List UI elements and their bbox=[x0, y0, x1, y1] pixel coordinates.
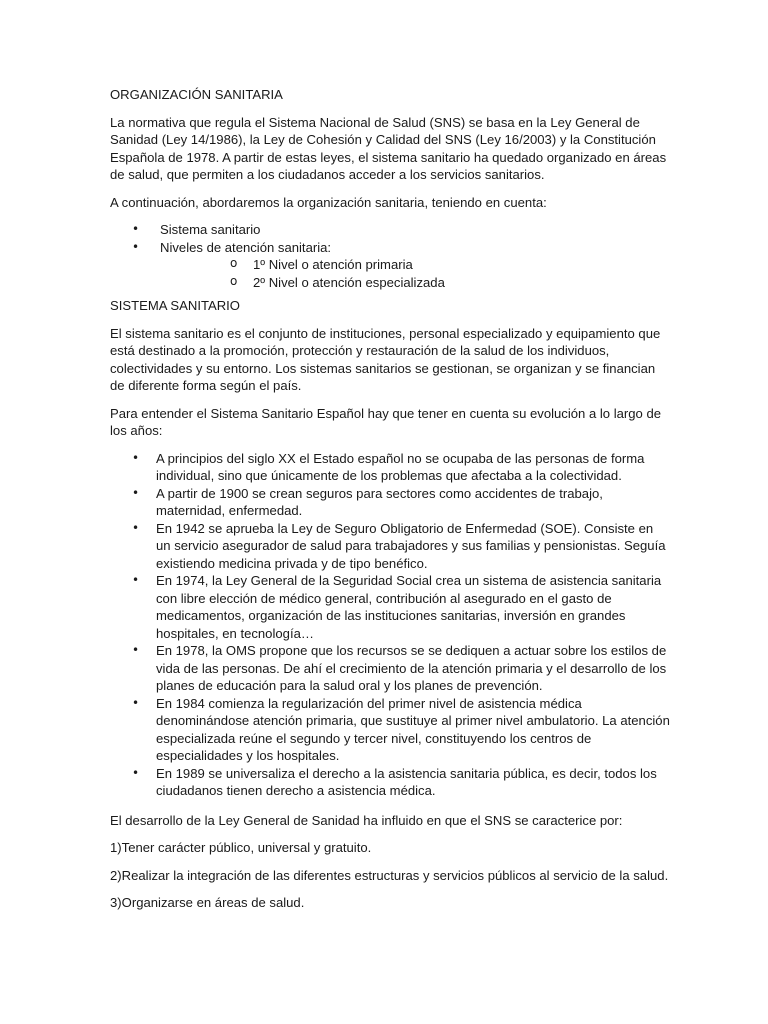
section-heading: SISTEMA SANITARIO bbox=[110, 298, 240, 313]
characteristic-item: 1)Tener carácter público, universal y gratuito. bbox=[110, 840, 372, 855]
lgs-intro-paragraph: El desarrollo de la Ley General de Sanidad ha influido en que el SNS se caracterice por: bbox=[110, 812, 623, 828]
characteristic-item: 3)Organizarse en áreas de salud. bbox=[110, 895, 305, 910]
list-item: • A partir de 1900 se crean seguros para sectores como accidentes de trabajo, maternidad, enfermedad. bbox=[110, 485, 670, 520]
intro-paragraph: La normativa que regula el Sistema Nacional de Salud (SNS) se basa en la Ley General de Sanidad (Ley 14/1986), la Ley de Cohesión y Calidad del SNS (Ley 16/2003) y la Constitución Española de 1978. A partir de estas leyes, el sistema sanitario ha quedado organizado en áreas de salud, que permiten a los ciudadanos acceder a los servicios sanitarios. bbox=[110, 114, 667, 182]
list-item: • En 1978, la OMS propone que los recursos se se dediquen a actuar sobre los estilos de vida de las personas. De ahí el crecimiento de la atención primaria y el desarrollo de los planes de educación para la salud oral y los planes de prevención. bbox=[110, 642, 670, 695]
list-item: • En 1984 comienza la regularización del primer nivel de asistencia médica denominándose atención primaria, que sustituye al primer nivel ambulatorio. La atención especializada reúne el segundo y tercer nivel, constituyendo los centros de especialidades y los hospitales. bbox=[110, 695, 670, 765]
topics-list bbox=[110, 221, 670, 291]
list-item: • En 1974, la Ley General de la Seguridad Social crea un sistema de asistencia sanitaria con libre elección de médico general, contribución al asegurado en el gasto de medicamentos, organización de las instituciones sanitarias, inversión en grandes hospitales, en tecnología… bbox=[110, 572, 670, 642]
list-item: • Sistema sanitario bbox=[110, 221, 670, 239]
evolution-intro-paragraph: Para entender el Sistema Sanitario Español hay que tener en cuenta su evolución a lo largo de los años: bbox=[110, 405, 662, 438]
history-list bbox=[110, 450, 670, 800]
list-item: • En 1942 se aprueba la Ley de Seguro Obligatorio de Enfermedad (SOE). Consiste en un servicio asegurador de salud para trabajadores y sus familias y pensionistas. Seguía existiendo medicina privada y de tipo benéfico. bbox=[110, 520, 670, 573]
document-body bbox=[110, 86, 670, 922]
subtopics-list bbox=[160, 256, 670, 291]
characteristic-item: 2)Realizar la integración de las diferentes estructuras y servicios públicos al servicio de la salud. bbox=[110, 867, 669, 883]
continuation-paragraph: A continuación, abordaremos la organización sanitaria, teniendo en cuenta: bbox=[110, 194, 547, 210]
list-item: o 2º Nivel o atención especializada bbox=[160, 274, 670, 292]
document-title: ORGANIZACIÓN SANITARIA bbox=[110, 87, 283, 102]
list-item: • Niveles de atención sanitaria: o 1º Nivel o atención primaria o 2º Nivel o atención especializada bbox=[110, 239, 670, 292]
list-item: o 1º Nivel o atención primaria bbox=[160, 256, 670, 274]
list-item: • A principios del siglo XX el Estado español no se ocupaba de las personas de forma individual, sino que únicamente de los problemas que afectaba a la colectividad. bbox=[110, 450, 670, 485]
definition-paragraph: El sistema sanitario es el conjunto de instituciones, personal especializado y equipamiento que está destinado a la promoción, protección y restauración de la salud de los individuos, colectividades y su entorno. Los sistemas sanitarios se gestionan, se organizan y se financian de diferente forma según el país. bbox=[110, 325, 661, 393]
list-item: • En 1989 se universaliza el derecho a la asistencia sanitaria pública, es decir, todos los ciudadanos tienen derecho a asistencia médica. bbox=[110, 765, 670, 800]
